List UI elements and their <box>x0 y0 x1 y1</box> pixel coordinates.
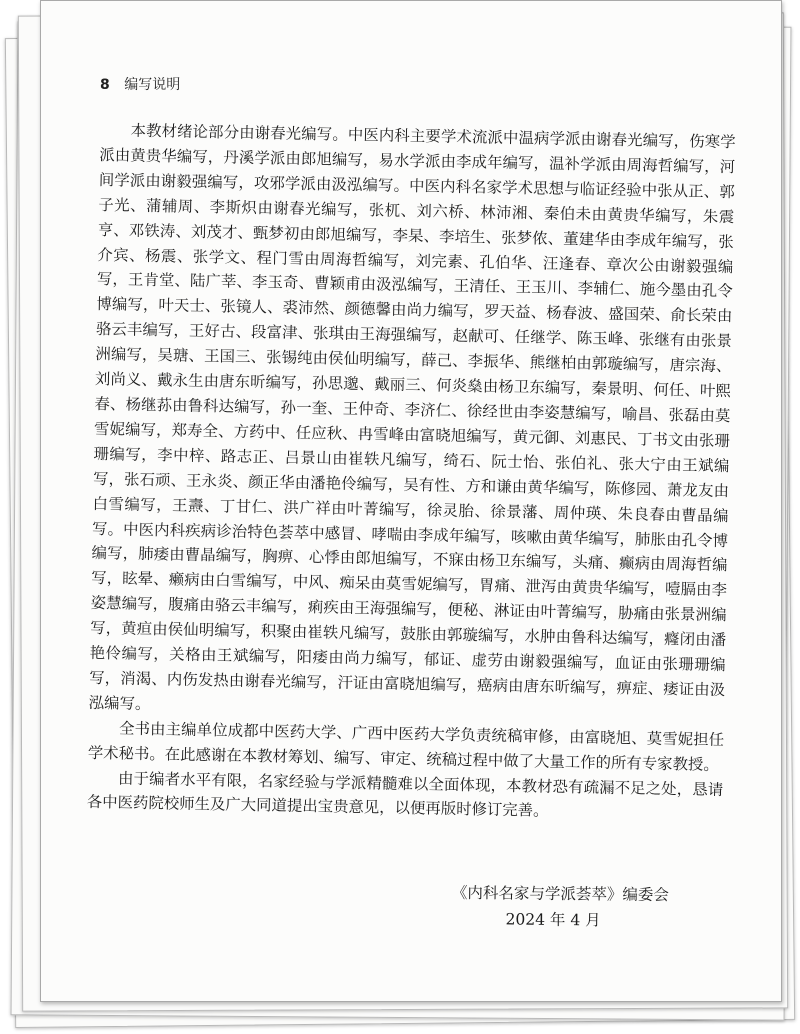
page-number: 8 <box>100 77 110 93</box>
body-text <box>87 118 736 827</box>
section-title: 编写说明 <box>124 77 181 93</box>
paragraph: 由于编者水平有限，名家经验与学派精髓难以全面体现，本教材恐有疏漏不足之处，恳请各中医药院校师生及广大同道提出宝贵意见，以便再版时修订完善。 <box>86 769 724 821</box>
paragraph: 本教材绪论部分由谢春光编写。中医内科主要学术流派中温病学派由谢春光编写，伤寒学派由黄贵华编写，丹溪学派由郎旭编写，易水学派由李成年编写，温补学派由周海哲编写，河间学派由谢毅强编写，攻邪学派由汲泓编写。中医内科名家学术思想与临证经验中张从正、郭子光、蒲辅周、李斯炽由谢春光编写，张杌、刘六桥、林沛湘、秦伯未由黄贵华编写，朱震亨、邓铁涛、刘茂才、甄梦初由郎旭编写，李杲、李培生、张梦侬、董建华由李成年编写，张介宾、杨震、张学文、程门雪由周海哲编写，刘完素、孔伯华、汪逢春、章次公由谢毅强编写，王肯堂、陆广莘、李玉奇、曹颖甫由汲泓编写，王清任、王玉川、李辅仁、施今墨由孔令博编写，叶天士、张镜人、裘沛然、颜德馨由尚力编写，罗天益、杨春波、盛国荣、俞长荣由骆云丰编写，王好古、段富津、张琪由王海强编写，赵献可、任继学、陈玉峰、张继有由张景洲编写，吴瑭、王国三、张锡纯由侯仙明编写，薛己、李振华、熊继柏由郭璇编写，唐宗海、刘尚义、戴永生由唐东昕编写，孙思邈、戴丽三、何炎燊由杨卫东编写，秦景明、何任、叶熙春、杨继荪由鲁科达编写，孙一奎、王仲奇、李济仁、徐经世由李姿慧编写，喻昌、张磊由莫雪妮编写，郑寿全、方药中、任应秋、冉雪峰由富晓旭编写，黄元御、刘惠民、丁书文由张珊珊编写，李中梓、路志正、吕景山由崔轶凡编写，绮石、阮士怡、张伯礼、张大宁由王斌编写，张石顽、王永炎、颜正华由潘艳伶编写，吴有性、方和谦由黄华编写，陈修园、萧龙友由白雪编写，王燾、丁甘仁、洪广祥由叶菁编写，徐灵胎、徐景藩、周仲瑛、朱良春由曹晶编写。中医内科疾病诊治特色荟萃中感冒、哮喘由李成年编写，咳嗽由黄华编写，肺胀由孔令博编写，肺痿由曹晶编写，胸痹、心悸由郎旭编写，不寐由杨卫东编写，头痛、癫病由周海哲编写，眩晕、癞病由白雪编写，中风、痴呆由莫雪妮编写，胃痛、泄泻由黄贵华编写，噎膈由李姿慧编写，腹痛由骆云丰编写，痢疾由王海强编写，便秘、淋证由叶菁编写，胁痛由张景洲编写，黄疸由侯仙明编写，积聚由崔轶凡编写，鼓胀由郭璇编写，水肿由鲁科达编写，癃闭由潘艳伶编写，关格由王斌编写，阳痿由尚力编写，郁证、虚劳由谢毅强编写，血证由张珊珊编写，消渴、内伤发热由谢春光编写，汗证由富晓旭编写，癌病由唐东昕编写，痹症、痿证由汲泓编写。 <box>88 121 736 713</box>
publication-date: 2024 年 4 月 <box>505 910 601 930</box>
page-header <box>100 74 180 94</box>
paragraph: 全书由主编单位成都中医药大学、广西中医药大学负责统稿审修，由富晓旭、莫雪妮担任学术秘书。在此感谢在本教材筹划、编写、审定、统稿过程中做了大量工作的所有专家教授。 <box>87 719 725 774</box>
editorial-committee: 《内科名家与学派荟萃》编委会 <box>451 883 669 905</box>
